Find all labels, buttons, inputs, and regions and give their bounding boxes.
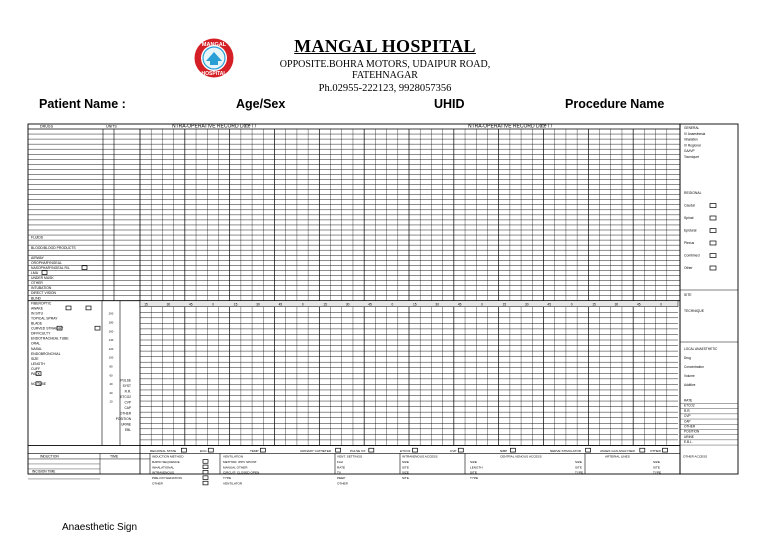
monitor-label: OTHER bbox=[650, 448, 661, 453]
left-column-label: PACK bbox=[31, 372, 40, 376]
left-column-label: AIRWAY bbox=[31, 255, 44, 260]
monitor-label: ECG bbox=[200, 448, 207, 453]
airway-checkbox bbox=[86, 306, 91, 310]
left-column-label: CURVED STRAIGHT bbox=[31, 326, 64, 331]
left-column-label: NASOPHARYNGEAL R/L bbox=[31, 265, 70, 270]
monitor-checkbox bbox=[208, 448, 213, 452]
left-column-label: NASAL bbox=[31, 346, 43, 351]
hospital-address: OPPOSITE.BOHRA MOTORS, UDAIPUR ROAD, FATEHNAGAR bbox=[279, 59, 491, 81]
vital-sign-label: PULSE bbox=[120, 378, 131, 383]
time-tick-label: 0 bbox=[391, 302, 394, 307]
regional-option-label: REGIONAL bbox=[684, 191, 702, 195]
bottom-section-label: SIZE bbox=[653, 459, 660, 464]
bottom-section-label: SITE bbox=[575, 465, 582, 470]
regional-checkbox bbox=[710, 241, 716, 245]
scale-tick: 200 bbox=[108, 311, 114, 316]
regional-checkbox bbox=[710, 229, 716, 233]
bottom-section-label: TYPE bbox=[223, 476, 232, 481]
bottom-section-label: TV bbox=[337, 470, 341, 475]
bottom-section-label: TYPE bbox=[575, 470, 584, 475]
hospital-name: MANGAL HOSPITAL bbox=[294, 36, 476, 56]
svg-text:HOSPITAL: HOSPITAL bbox=[201, 71, 227, 77]
regional-option-label: Plexus bbox=[684, 241, 695, 245]
regional-option-label: Combined bbox=[684, 253, 700, 258]
monitor-label: PULSE OX bbox=[350, 448, 366, 453]
bottom-section-label: VENTILATION bbox=[223, 454, 244, 459]
vital-sign-label: CVP bbox=[124, 400, 131, 405]
bottom-section-label: INTRAVENOUS ACCESS bbox=[402, 454, 438, 459]
time-tick-label: 0 bbox=[481, 302, 483, 307]
time-tick-label: 45 bbox=[637, 302, 641, 307]
bottom-section-label: CENTRAL VENOUS ACCESS bbox=[500, 454, 542, 459]
time-tick-label: 30 bbox=[525, 302, 529, 307]
left-column-label: ENDOTRACHEAL TUBE bbox=[31, 336, 69, 341]
scale-tick: 20 bbox=[109, 390, 113, 395]
left-column-label: UNDER MASK bbox=[31, 276, 54, 281]
vital-sign-label: EBL bbox=[124, 428, 131, 433]
monitor-checkbox bbox=[260, 448, 265, 452]
bottom-section-label: LENGTH bbox=[470, 465, 483, 470]
bottom-section-label: PEEP bbox=[337, 476, 346, 481]
time-tick-label: 15 bbox=[233, 302, 238, 307]
time-header-band bbox=[140, 301, 678, 307]
patient-name-label: Patient Name : bbox=[39, 97, 126, 111]
bottom-section-label: RAPID SEQUENCE bbox=[152, 459, 180, 464]
regional-checkbox bbox=[710, 254, 716, 258]
vitals-key-label: OTHER bbox=[684, 424, 696, 429]
units-column-header: UNITS bbox=[106, 124, 117, 129]
regional-option-label: Epidural bbox=[684, 228, 697, 233]
vital-sign-label: POSITION bbox=[115, 417, 131, 422]
incision-time-label: INCISION TIME bbox=[32, 469, 56, 474]
airway-checkbox bbox=[42, 271, 47, 275]
time-tick-label: 0 bbox=[660, 302, 663, 307]
vitals-key-label: CVP bbox=[684, 414, 691, 419]
scale-tick: 100 bbox=[108, 355, 114, 360]
local-anaesthetic-label: Additive bbox=[684, 383, 696, 387]
vitals-key-label: CAP bbox=[684, 419, 691, 424]
bottom-section-label: TYPE bbox=[470, 476, 479, 481]
monitor-checkbox bbox=[510, 448, 515, 452]
monitor-checkbox bbox=[586, 448, 591, 452]
scale-tick: 160 bbox=[108, 329, 114, 334]
airway-checkbox bbox=[66, 306, 71, 310]
monitor-checkbox bbox=[181, 448, 186, 452]
left-column-label: CUFF bbox=[31, 366, 41, 371]
bottom-section-label: SITE bbox=[653, 465, 660, 470]
monitor-label: TEMP bbox=[250, 448, 259, 453]
monitor-label: CVP bbox=[450, 448, 457, 453]
left-column-label: BLOOD/BLOOD PRODUCTS bbox=[31, 245, 76, 250]
monitor-checkbox bbox=[640, 448, 645, 452]
time-label: TIME bbox=[110, 454, 119, 459]
bottom-section-label: ARTERIAL LINES bbox=[605, 454, 630, 459]
scale-tick: 180 bbox=[108, 320, 114, 325]
monitor-checkbox bbox=[369, 448, 374, 452]
time-tick-label: 30 bbox=[345, 302, 350, 307]
scale-tick: 120 bbox=[108, 346, 114, 351]
anaesthesia-type-label: GENERAL bbox=[684, 126, 700, 130]
monitor-label: REGIONAL STATE bbox=[150, 448, 177, 453]
anaesthetic-sign-label: Anaesthetic Sign bbox=[62, 522, 138, 533]
regional-option-label: Caudal bbox=[684, 203, 695, 208]
left-column-label: TOPICAL SPRAY bbox=[31, 316, 58, 321]
bottom-section-label: METHOD: IPPV SPONT bbox=[223, 459, 257, 464]
anaesthesia-type-label: IV Anaesthesia bbox=[684, 131, 706, 136]
bottom-section-label: INHALATIONAL bbox=[152, 465, 175, 470]
vitals-key-label: URINE bbox=[684, 434, 694, 439]
left-column-label: ORAL bbox=[31, 341, 41, 346]
vital-sign-label: CAP bbox=[124, 406, 131, 411]
bottom-section-label: INDUCTION METHOD bbox=[152, 454, 184, 459]
vital-sign-label: ETCO2 bbox=[120, 395, 131, 400]
record-heading-right: NTRA-OPERATIVE RECORD Date / / bbox=[468, 123, 553, 130]
intra-operative-record-grid bbox=[0, 120, 768, 486]
bottom-section-label: OTHER bbox=[337, 481, 348, 486]
time-tick-label: 45 bbox=[368, 302, 372, 307]
left-column-label: BLADE bbox=[31, 321, 43, 326]
form-frame bbox=[28, 124, 680, 474]
induction-checkbox bbox=[203, 470, 208, 474]
anaesthesia-type-label: Tourniquet bbox=[684, 155, 699, 159]
vitals-key-label: ETCO2 bbox=[684, 403, 695, 408]
anaesthesia-type-label: IV Regional bbox=[684, 143, 701, 148]
time-tick-label: 15 bbox=[502, 302, 507, 307]
local-anaesthetic-label: Drug bbox=[684, 356, 691, 360]
induction-checkbox bbox=[203, 460, 208, 464]
bottom-section-label: TYPE bbox=[653, 470, 662, 475]
monitor-checkbox bbox=[458, 448, 463, 452]
local-anaesthetic-label: LOCAL ANAESTHETIC bbox=[684, 347, 718, 351]
left-column-label: NG TUBE bbox=[31, 382, 47, 387]
regional-option-label: Other bbox=[684, 266, 693, 270]
time-tick-label: 30 bbox=[166, 302, 171, 307]
left-column-label: OTHER bbox=[31, 281, 43, 286]
time-tick-label: 45 bbox=[457, 302, 462, 307]
time-tick-label: 0 bbox=[570, 302, 573, 307]
left-column-label: IN SITU bbox=[31, 311, 44, 316]
bottom-section-label: SIZE bbox=[402, 459, 409, 464]
monitor-checkbox bbox=[336, 448, 341, 452]
left-column-label: DIFFICULTY bbox=[31, 331, 51, 336]
monitor-label: URINARY CATHETER bbox=[300, 448, 332, 453]
monitor-label: ETCO2 bbox=[400, 448, 411, 453]
anaesthesia-type-label: Inhalation bbox=[684, 137, 698, 142]
induction-checkbox bbox=[203, 465, 208, 469]
time-tick-label: 30 bbox=[256, 302, 260, 307]
bottom-section-label: SITE bbox=[402, 465, 409, 470]
vitals-key-label: RATE bbox=[684, 398, 693, 403]
left-column-label: AWAKE bbox=[31, 306, 43, 311]
bottom-section-label: SIZE bbox=[402, 470, 409, 475]
monitor-label: NERVE STIMULATOR bbox=[550, 448, 582, 453]
bottom-section-label: RATE bbox=[337, 465, 346, 470]
bottom-section-label: VENT. SETTINGS bbox=[337, 454, 363, 459]
scale-tick: 40 bbox=[109, 382, 113, 387]
bottom-section-label: SITE bbox=[402, 476, 409, 481]
bottom-section-label: SIZE bbox=[575, 459, 582, 464]
age-sex-label: Age/Sex bbox=[236, 97, 286, 111]
bottom-section-label: VENTILATOR bbox=[223, 481, 243, 486]
uhid-label: UHID bbox=[434, 97, 465, 111]
time-tick-label: 30 bbox=[614, 302, 619, 307]
bottom-section-label: INTRAVENOUS bbox=[152, 470, 175, 475]
hospital-logo bbox=[188, 37, 240, 79]
time-tick-label: 15 bbox=[323, 302, 327, 307]
bottom-section-label: SITE bbox=[470, 470, 477, 475]
left-column-label: OROPHARYNGEAL bbox=[31, 260, 62, 265]
left-column-label: FIBEROPTIC bbox=[31, 301, 52, 306]
site-label: SITE bbox=[684, 293, 692, 297]
time-tick-label: 15 bbox=[144, 302, 148, 307]
left-column-label: INTUBATION bbox=[31, 286, 52, 291]
induction-checkbox bbox=[203, 481, 208, 485]
airway-checkbox bbox=[82, 266, 87, 270]
bottom-section-label: OTHER bbox=[152, 481, 163, 486]
bottom-section-label: Fio2 bbox=[337, 459, 344, 464]
procedure-name-label: Procedure Name bbox=[565, 97, 665, 111]
local-anaesthetic-label: Concentration bbox=[684, 365, 704, 369]
left-column-label: LMA bbox=[31, 271, 38, 275]
time-tick-label: 0 bbox=[301, 302, 304, 307]
regional-checkbox bbox=[710, 266, 716, 270]
left-column-label: DIRECT VISION bbox=[31, 291, 56, 296]
hospital-header bbox=[250, 36, 520, 94]
regional-checkbox bbox=[710, 216, 716, 220]
bottom-section-label: OTHER ACCESS bbox=[683, 454, 708, 459]
vitals-key-label: POSITION bbox=[684, 429, 700, 434]
time-tick-label: 0 bbox=[212, 302, 215, 307]
airway-checkbox bbox=[95, 326, 100, 330]
monitor-checkbox bbox=[413, 448, 418, 452]
time-tick-label: 15 bbox=[413, 302, 417, 307]
left-column-label: BLIND bbox=[31, 296, 41, 301]
left-column-label: LENGTH bbox=[31, 361, 45, 366]
vital-sign-label: SYST bbox=[122, 384, 131, 389]
anaesthesia-type-label: GA/IVP bbox=[684, 149, 695, 154]
induction-checkbox bbox=[203, 476, 208, 480]
vital-sign-label: URINE bbox=[121, 422, 131, 427]
vitals-key-label: R.R. bbox=[684, 408, 691, 413]
time-tick-label: 45 bbox=[278, 302, 283, 307]
site-label: TECHNIQUE bbox=[684, 309, 704, 313]
local-anaesthetic-label: Volume bbox=[684, 374, 695, 378]
monitor-label: ANAES GAS ANALYSER bbox=[600, 448, 635, 453]
time-tick-label: 45 bbox=[547, 302, 551, 307]
bottom-section-label: MANUAL OTHER bbox=[223, 465, 248, 470]
regional-option-label: Spinal bbox=[684, 216, 694, 220]
bottom-section-label: PRE-OXYGENATION bbox=[152, 476, 182, 481]
hospital-phone: Ph.02955-222123, 9928057356 bbox=[318, 83, 452, 94]
record-heading-left: NTRA-OPERATIVE RECORD Date / / bbox=[172, 123, 257, 130]
monitor-checkbox bbox=[663, 448, 668, 452]
vital-sign-label: R.R. bbox=[124, 389, 131, 394]
left-column-label: ENDOBRONCHIAL bbox=[31, 351, 61, 356]
svg-text:MANGAL: MANGAL bbox=[201, 42, 227, 48]
scale-tick: 10 bbox=[109, 399, 113, 404]
bottom-section-label: CIRCUIT: CLOSED OPEN bbox=[223, 470, 260, 475]
scale-tick: 60 bbox=[109, 373, 113, 378]
scale-tick: 140 bbox=[108, 338, 114, 343]
vitals-key-label: E.B.L. bbox=[684, 440, 693, 445]
scale-tick: 80 bbox=[109, 364, 113, 369]
time-tick-label: 30 bbox=[435, 302, 439, 307]
left-column-label: SIZE bbox=[31, 356, 39, 361]
drugs-column-header: DRUGS bbox=[40, 124, 53, 129]
time-tick-label: 45 bbox=[189, 302, 193, 307]
left-column-label: FLUIDS bbox=[31, 235, 44, 240]
monitor-label: NIBP bbox=[500, 448, 508, 453]
bottom-section-label: SIZE bbox=[470, 459, 477, 464]
vital-sign-label: OTHER bbox=[119, 411, 131, 416]
time-tick-label: 15 bbox=[592, 302, 596, 307]
regional-checkbox bbox=[710, 204, 716, 208]
induction-label: INDUCTION bbox=[40, 454, 59, 459]
patient-fields bbox=[0, 97, 768, 113]
